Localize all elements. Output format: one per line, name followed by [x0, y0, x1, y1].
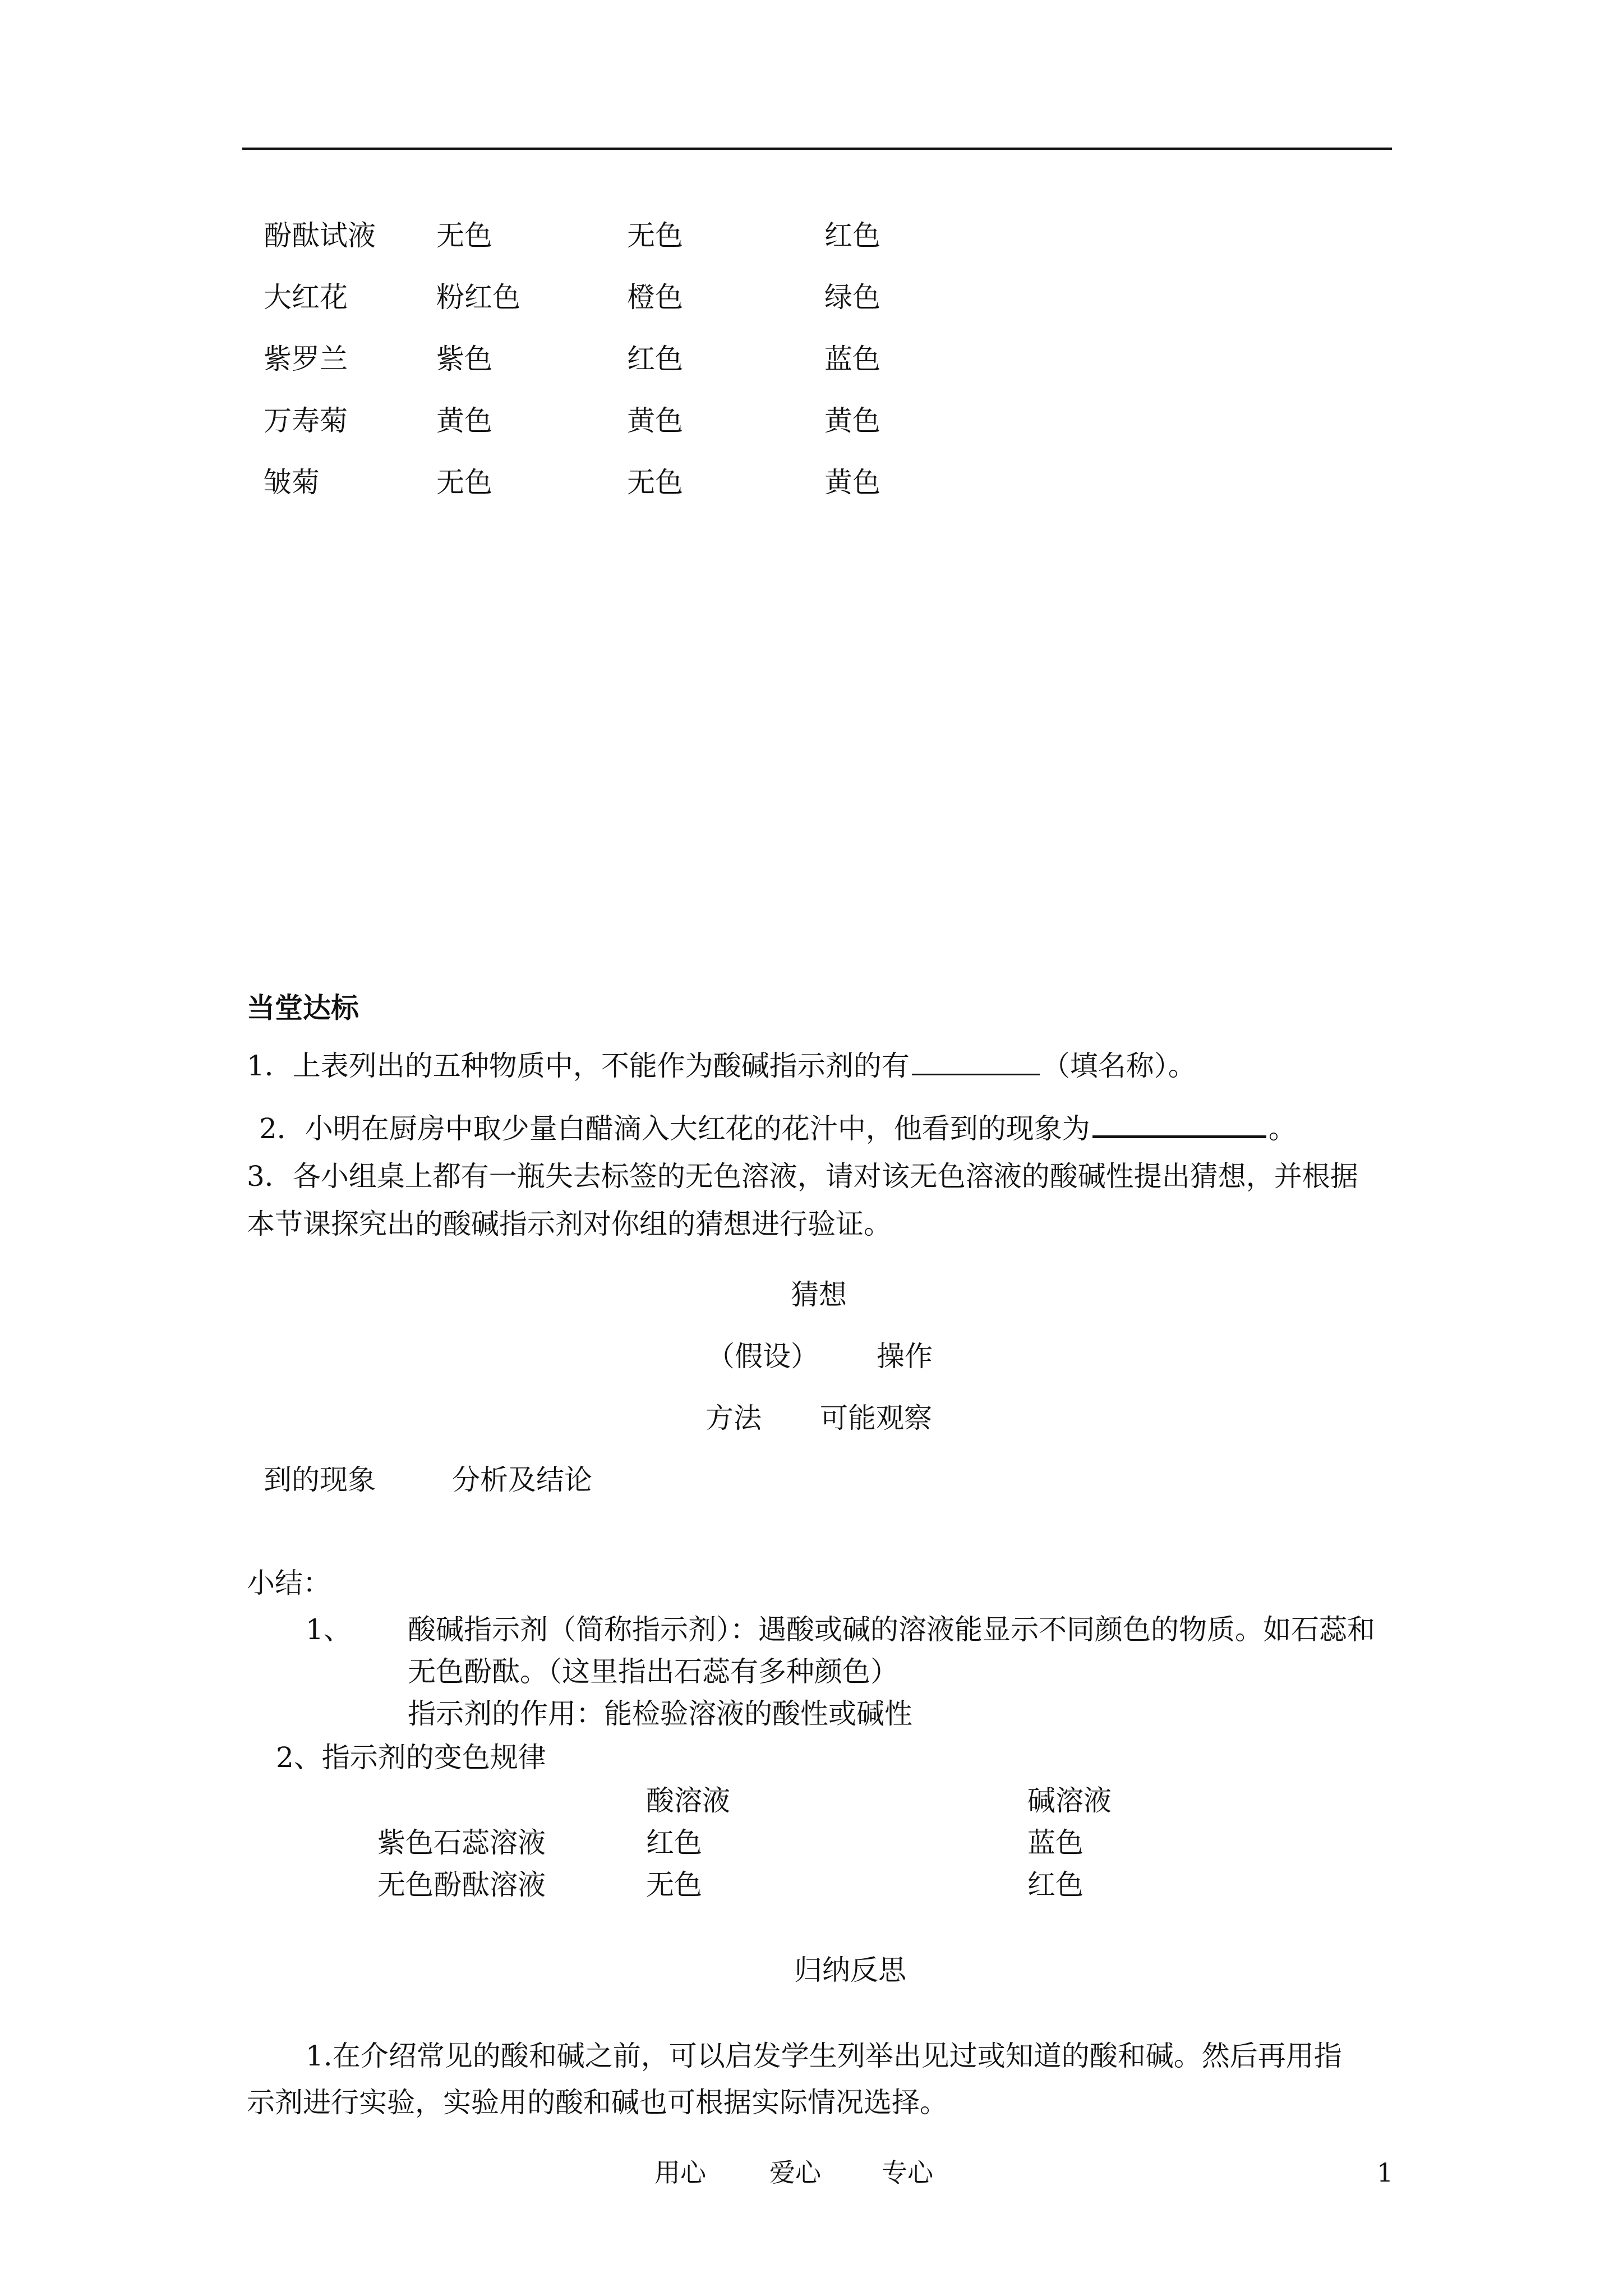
base-color: 红色 — [1027, 1869, 1083, 1901]
summary-label: 小结： — [247, 1567, 331, 1599]
indicator-name: 无色酚酞溶液 — [377, 1869, 546, 1901]
indicator-name: 紫色石蕊溶液 — [377, 1826, 546, 1859]
question-1-text: 1．上表列出的五种物质中，不能作为酸碱指示剂的有 — [247, 1050, 910, 1082]
indicator-name: 紫罗兰 — [264, 343, 348, 375]
color-cell: 无色 — [627, 466, 683, 499]
column-header-acid: 酸溶液 — [646, 1784, 730, 1817]
color-cell: 无色 — [436, 219, 492, 252]
color-cell: 绿色 — [824, 281, 880, 314]
question-2-suffix: 。 — [1268, 1112, 1297, 1145]
color-cell: 红色 — [627, 343, 683, 375]
header-hypothesis: （假设） — [707, 1340, 819, 1373]
header-analysis: 分析及结论 — [452, 1464, 592, 1496]
color-cell: 橙色 — [627, 281, 683, 314]
color-cell: 粉红色 — [436, 281, 520, 314]
question-2 — [259, 1112, 1297, 1145]
color-cell: 红色 — [824, 219, 880, 252]
color-cell: 黄色 — [436, 404, 492, 437]
header-observable: 可能观察 — [820, 1402, 932, 1434]
question-3-line-2: 本节课探究出的酸碱指示剂对你组的猜想进行验证。 — [247, 1208, 892, 1240]
page-number: 1 — [1377, 2157, 1394, 2188]
question-3-line-1: 3．各小组桌上都有一瓶失去标签的无色溶液，请对该无色溶液的酸碱性提出猜想，并根据 — [247, 1160, 1358, 1193]
header-rule — [242, 148, 1392, 150]
reflection-line-2: 示剂进行实验，实验用的酸和碱也可根据实际情况选择。 — [247, 2086, 948, 2119]
header-method: 方法 — [706, 1402, 762, 1434]
question-2-text: 2．小明在厨房中取少量白醋滴入大红花的花汁中，他看到的现象为 — [259, 1112, 1090, 1145]
color-cell: 无色 — [436, 466, 492, 499]
color-cell: 无色 — [627, 219, 683, 252]
summary-item-1-line-2: 无色酚酞。（这里指出石蕊有多种颜色） — [408, 1655, 898, 1688]
section-title: 当堂达标 — [247, 991, 359, 1024]
color-cell: 黄色 — [824, 404, 880, 437]
acid-color: 无色 — [646, 1869, 702, 1901]
color-cell: 蓝色 — [824, 343, 880, 375]
summary-item-1-line-3: 指示剂的作用：能检验溶液的酸性或碱性 — [408, 1697, 912, 1730]
summary-item-number: 1、 — [306, 1613, 352, 1646]
footer-motto-1: 用心 — [654, 2157, 706, 2188]
indicator-name: 万寿菊 — [264, 404, 348, 437]
indicator-name: 酚酞试液 — [264, 219, 376, 252]
indicator-name: 皱菊 — [264, 466, 320, 499]
reflection-line-1: 1.在介绍常见的酸和碱之前，可以启发学生列举出见过或知道的酸和碱。然后再用指 — [306, 2040, 1342, 2072]
base-color: 蓝色 — [1027, 1826, 1083, 1859]
question-1 — [247, 1052, 1196, 1080]
acid-color: 红色 — [646, 1826, 702, 1859]
header-operation: 操作 — [877, 1340, 933, 1373]
summary-item-1-line-1: 酸碱指示剂（简称指示剂）：遇酸或碱的溶液能显示不同颜色的物质。如石蕊和 — [408, 1613, 1375, 1646]
column-header-base: 碱溶液 — [1027, 1784, 1112, 1817]
header-phenomenon: 到的现象 — [264, 1464, 376, 1496]
footer-motto-3: 专心 — [882, 2157, 933, 2188]
answer-blank-2[interactable] — [1092, 1135, 1266, 1138]
answer-blank-1[interactable] — [912, 1073, 1040, 1075]
color-cell: 紫色 — [436, 343, 492, 375]
summary-item-2-title: 2、指示剂的变色规律 — [276, 1741, 546, 1774]
color-cell: 黄色 — [824, 466, 880, 499]
color-cell: 黄色 — [627, 404, 683, 437]
indicator-name: 大红花 — [264, 281, 348, 314]
header-guess: 猜想 — [791, 1278, 847, 1311]
reflection-title: 归纳反思 — [794, 1954, 906, 1986]
question-1-suffix: （填名称）。 — [1041, 1050, 1196, 1082]
footer-motto-2: 爱心 — [769, 2157, 821, 2188]
